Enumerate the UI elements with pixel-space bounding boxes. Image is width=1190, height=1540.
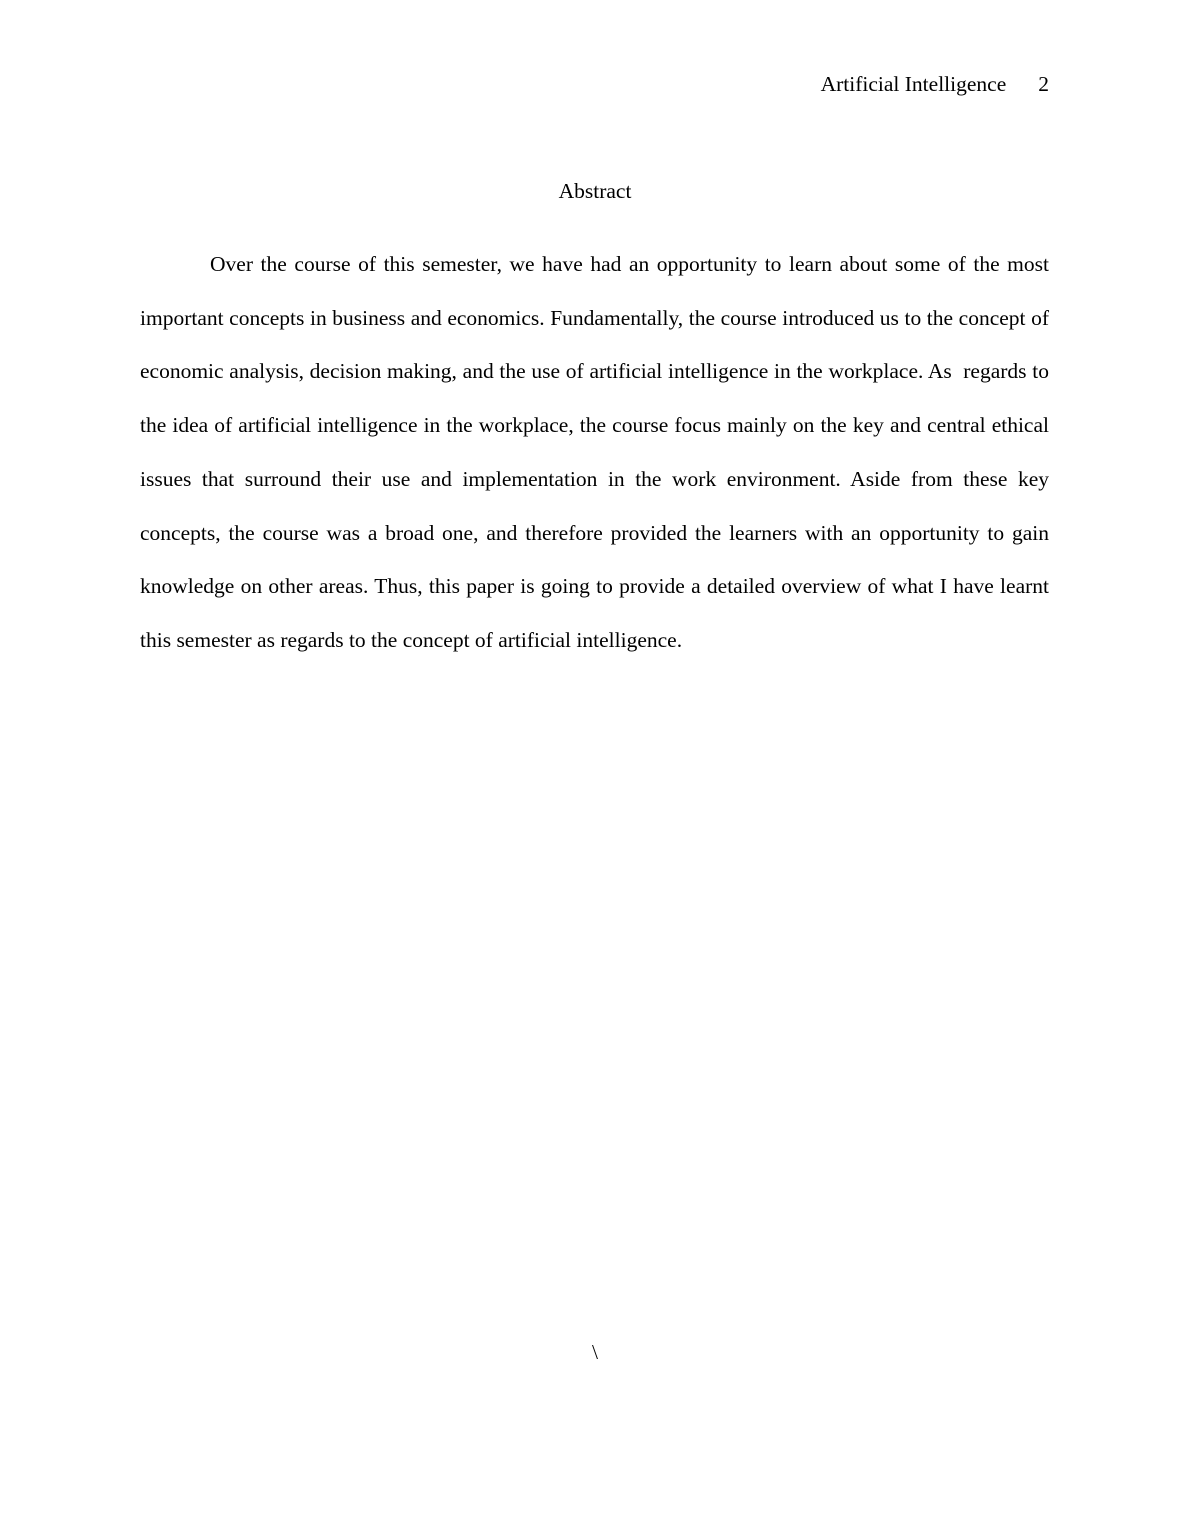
abstract-paragraph: Over the course of this semester, we have had an opportunity to learn about some of the most important concepts in business and economics. Fundamentally, the course introduced us to the concept of economic analysis, decision making, and the use of artificial intelligence in the workplace. As regards to the idea of artificial intelligence in the workplace, the course focus mainly on the key and central ethical issues that surround their use and implementation in the work environment. Aside from these key concepts, the course was a broad one, and therefore provided the learners with an opportunity to gain knowledge on other areas. Thus, this paper is going to provide a detailed overview of what I have learnt this semester as regards to the concept of artificial intelligence.: [140, 252, 1055, 652]
footer-backslash-mark: \: [592, 1340, 598, 1364]
page-number: 2: [1038, 72, 1049, 96]
running-title: Artificial Intelligence: [820, 72, 1007, 96]
abstract-heading: Abstract: [558, 179, 632, 203]
running-head: [821, 69, 1049, 99]
